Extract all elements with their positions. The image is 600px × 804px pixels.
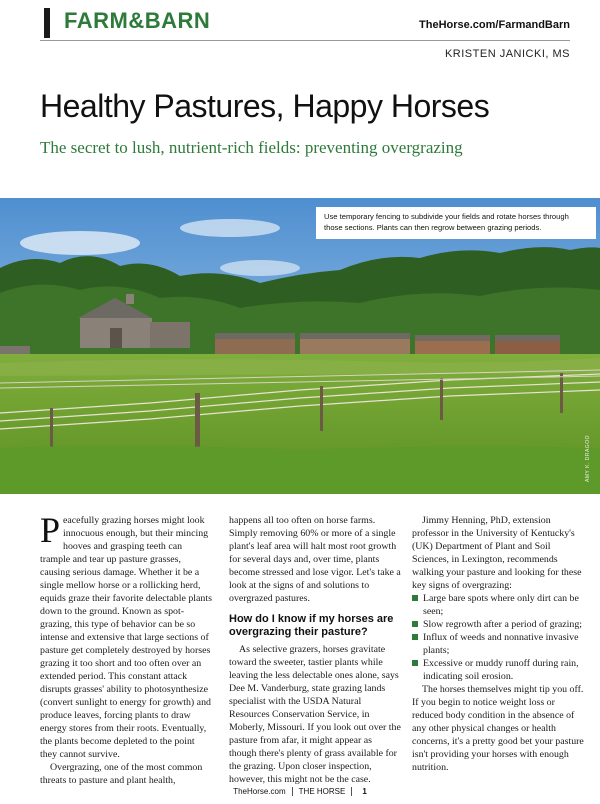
body-paragraph: happens all too often on horse farms. Simply removing 60% or more of a single plant's leaf area will halt most root growth for several days and, over time, plants become stressed and lose vigor. Let's take a look at the signs of and solutions to overgrazed pastures.: [229, 515, 401, 604]
body-paragraph: The horses themselves might tip you off. If you begin to notice weight loss or reduced body condition in the absence of any other physical changes or health concerns, it's a pretty good bet your pasture isn't providing your horses with enough nutrition.: [412, 684, 584, 773]
square-bullet-icon: [412, 660, 418, 666]
square-bullet-icon: [412, 595, 418, 601]
square-bullet-icon: [412, 634, 418, 640]
list-item: Slow regrowth after a period of grazing;: [412, 618, 584, 631]
header-url-link[interactable]: TheHorse.com/FarmandBarn: [419, 19, 570, 31]
body-paragraph: Jimmy Henning, PhD, extension professor in the University of Kentucky's (UK) Department of Plant and Soil Sciences, in Lexington, recommends walking your pasture and looking for these key signs of overgrazing:: [412, 515, 582, 591]
body-column-3: [412, 514, 584, 774]
article-subtitle: The secret to lush, nutrient-rich fields: preventing overgrazing: [40, 138, 463, 157]
list-item: Excessive or muddy runoff during rain, indicating soil erosion.: [412, 657, 584, 683]
body-paragraph: Peacefully grazing horses might look innocuous enough, but their mincing hooves and grasping teeth can trample and tear up pasture grasses, causing serious damage. Whether it be a single mellow horse or a rollicking herd, equids graze their favorite delectable plants down to the ground. Known as spot-grazing, this type of behavior can be so intense and extensive that large sections of pasture get completely destroyed by horses grazing it too short and too often over an extended period. This constant attack disrupts grasses' ability to photosynthesize (convert sunlight to energy for growth) and produce leaves, forcing plants to draw energy stores from their roots. Eventually, the plants become depleted to the point they cannot survive.: [40, 510, 212, 760]
header-accent-bar: [44, 8, 50, 38]
body-paragraph: Overgrazing, one of the most common threats to pasture and plant health,: [40, 762, 203, 786]
section-subhead: How do I know if my horses are overgrazing their pasture?: [229, 613, 394, 638]
author-byline: KRISTEN JANICKI, MS: [444, 48, 570, 60]
page-footer: [0, 787, 600, 796]
list-item: Large bare spots where only dirt can be seen;: [412, 592, 584, 618]
body-paragraph: As selective grazers, horses gravitate toward the sweeter, tastier plants while leaving the less delectable ones alone, says Dee M. Vanderburg, state grazing lands specialist with the USDA Natural Resources Conservation Service, in Moberly, Missouri. If you look out over the pasture from afar, it might appear as though there's plenty of grass available for the grazing. Upon closer inspection, however, this might not be the case.: [229, 644, 401, 785]
footer-site-link[interactable]: TheHorse.com: [233, 787, 286, 796]
article-title: Healthy Pastures, Happy Horses: [40, 88, 490, 124]
footer-separator: [292, 787, 293, 796]
overgrazing-signs-list: [412, 592, 584, 683]
body-column-2: [229, 514, 401, 786]
square-bullet-icon: [412, 621, 418, 627]
farm-pasture-photo: [0, 198, 600, 494]
page-number: 1: [362, 787, 367, 796]
drop-cap: P: [40, 510, 61, 550]
footer-separator: [351, 787, 352, 796]
section-brand: FARM&BARN: [64, 8, 211, 33]
page-header: [0, 0, 600, 42]
body-column-1: [40, 510, 212, 787]
header-divider: [40, 40, 570, 41]
photo-caption: Use temporary fencing to subdivide your fields and rotate horses through those sections. Plants can then regrow between grazing periods.: [316, 207, 596, 239]
footer-magazine: THE HORSE: [298, 787, 346, 796]
list-item: Influx of weeds and nonnative invasive plants;: [412, 631, 584, 657]
photo-credit: AMY K. DRAGOO: [585, 435, 591, 482]
